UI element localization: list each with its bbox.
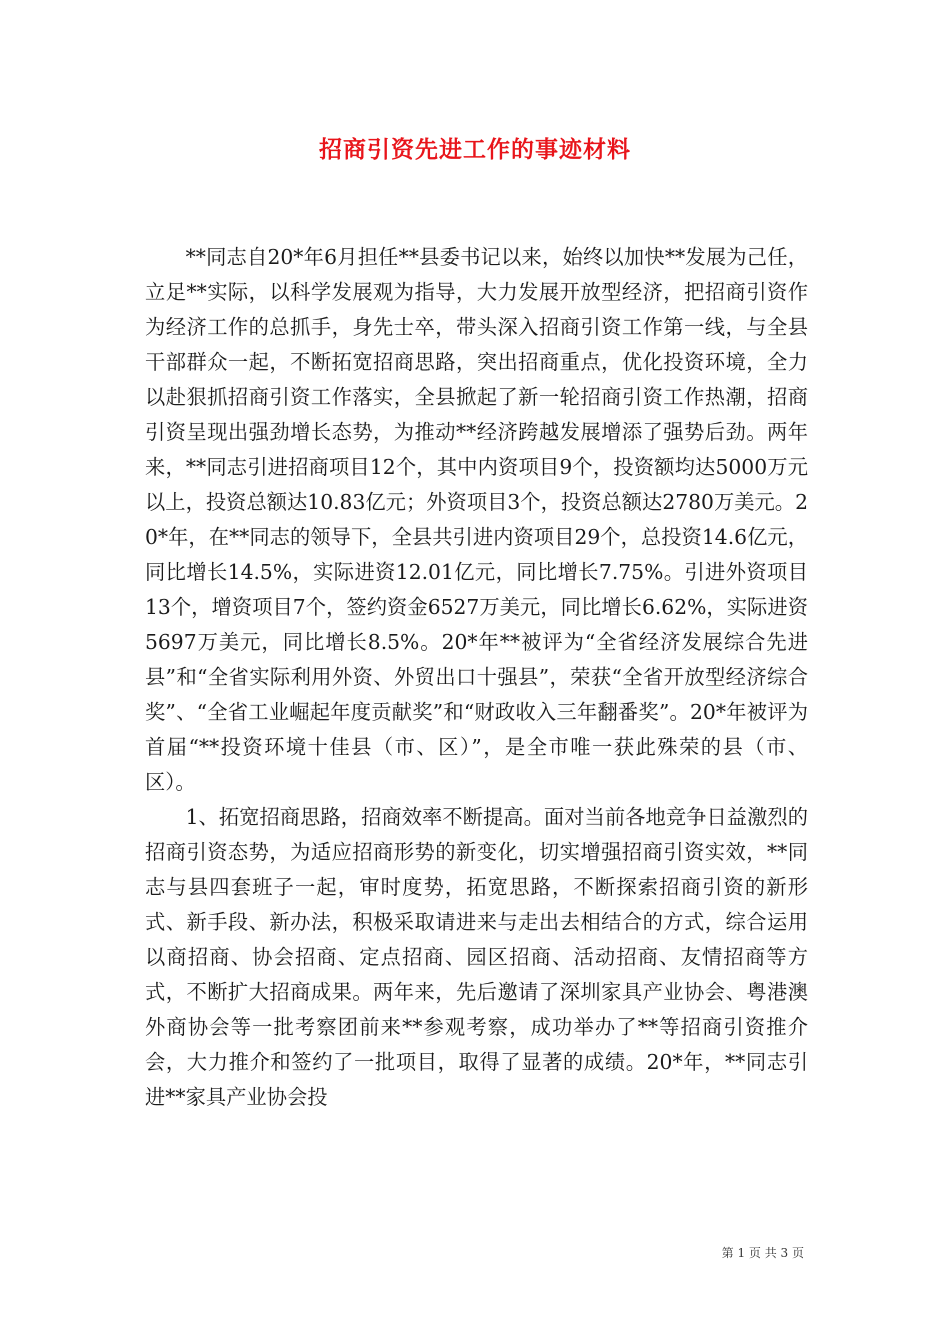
document-title: 招商引资先进工作的事迹材料 <box>319 136 631 163</box>
paragraph-2: 1、拓宽招商思路，招商效率不断提高。面对当前各地竞争日益激烈的招商引资态势，为适应招商形势的新变化，切实增强招商引资实效，**同志与县四套班子一起，审时度势，拓宽思路，不断探索招商引资的新形式、新手段、新办法，积极采取请进来与走出去相结合的方式，综合运用以商招商、协会招商、定点招商、园区招商、活动招商、友情招商等方式，不断扩大招商成果。两年来，先后邀请了深圳家具产业协会、粤港澳外商协会等一批考察团前来**参观考察，成功举办了**等招商引资推介会，大力推介和签约了一批项目，取得了显著的成绩。20*年，**同志引进**家具产业协会投 <box>145 805 808 1109</box>
page-number-footer: 第 1 页 共 3 页 <box>721 1246 804 1260</box>
paragraph-1: **同志自20*年6月担任**县委书记以来，始终以加快**发展为己任，立足**实际，以科学发展观为指导，大力发展开放型经济，把招商引资作为经济工作的总抓手，身先士卒，带头深入招商引资工作第一线，与全县干部群众一起，不断拓宽招商思路，突出招商重点，优化投资环境，全力以赴狠抓招商引资工作落实，全县掀起了新一轮招商引资工作热潮，招商引资呈现出强劲增长态势，为推动**经济跨越发展增添了强势后劲。两年来，**同志引进招商项目12个，其中内资项目9个，投资额均达5000万元以上，投资总额达10.83亿元；外资项目3个，投资总额达2780万美元。20*年，在**同志的领导下，全县共引进内资项目29个，总投资14.6亿元，同比增长14.5%，实际进资12.01亿元，同比增长7.75%。引进外资项目13个，增资项目7个，签约资金6527万美元，同比增长6.62%，实际进资5697万美元，同比增长8.5%。20*年**被评为“全省经济发展综合先进县”和“全省实际利用外资、外贸出口十强县”，荣获“全省开放型经济综合奖”、“全省工业崛起年度贡献奖”和“财政收入三年翻番奖”。20*年被评为首届“**投资环境十佳县（市、区）”，是全市唯一获此殊荣的县（市、区）。 <box>145 245 808 794</box>
document-body <box>145 240 808 1115</box>
